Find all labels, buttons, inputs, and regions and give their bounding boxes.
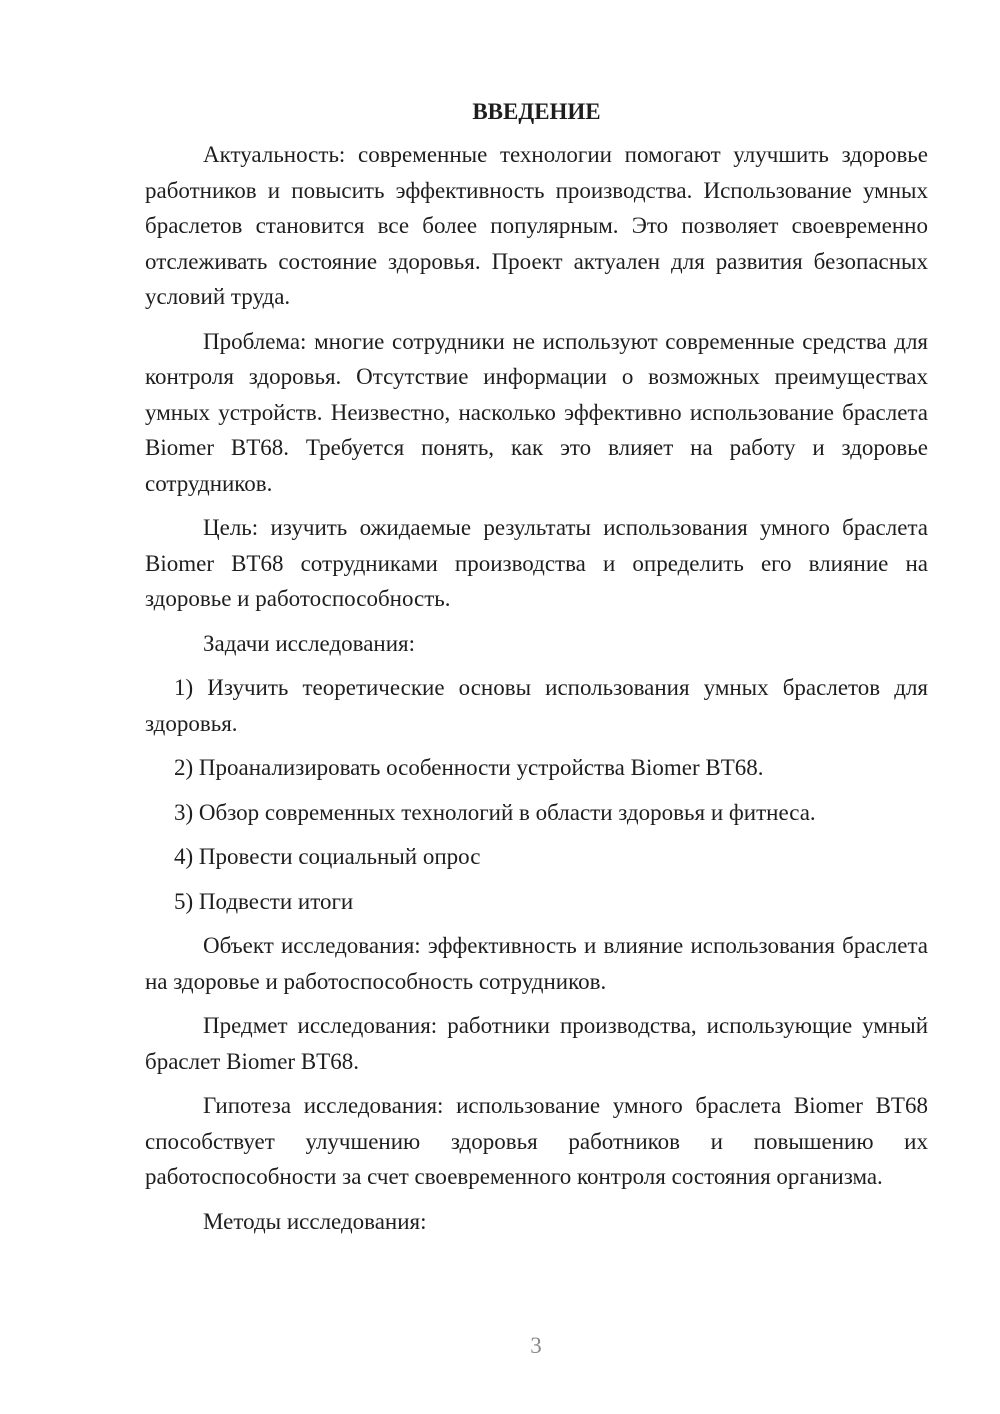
- methods-title: Методы исследования:: [203, 1208, 427, 1234]
- page-content: [145, 96, 928, 1248]
- tasks-title: Задачи исследования:: [203, 630, 416, 656]
- hypothesis-paragraph: Гипотеза исследования: использование умного браслета Biomer BT68 способствует улучшению здоровья работников и повышению их работоспособности за счет своевременного контроля состояния организма.: [145, 1093, 928, 1189]
- task-item-3: 3) Обзор современных технологий в области здоровья и фитнеса.: [174, 799, 816, 825]
- task-item-5: 5) Подвести итоги: [174, 888, 354, 914]
- page-number: 3: [530, 1333, 542, 1358]
- problem-paragraph: Проблема: многие сотрудники не используют современные средства для контроля здоровья. Отсутствие информации о возможных преимуществах умных устройств. Неизвестно, насколько эффективно использование браслета Biomer BT68. Требуется понять, как это влияет на работу и здоровье сотрудников.: [145, 328, 928, 496]
- task-item-2: 2) Проанализировать особенности устройства Biomer BT68.: [174, 755, 764, 780]
- object-paragraph: Объект исследования: эффективность и влияние использования браслета на здоровье и работоспособность сотрудников.: [145, 933, 928, 994]
- goal-paragraph: Цель: изучить ожидаемые результаты использования умного браслета Biomer BT68 сотрудниками производства и определить его влияние на здоровье и работоспособность.: [145, 515, 928, 611]
- subject-paragraph: Предмет исследования: работники производства, использующие умный браслет Biomer BT68.: [145, 1013, 928, 1074]
- task-item-1: 1) Изучить теоретические основы использования умных браслетов для здоровья.: [145, 675, 928, 736]
- task-item-4: 4) Провести социальный опрос: [174, 844, 481, 869]
- section-heading: ВВЕДЕНИЕ: [472, 99, 601, 124]
- relevance-paragraph: Актуальность: современные технологии помогают улучшить здоровье работников и повысить эффективность производства. Использование умных браслетов становится все более популярным. Это позволяет своевременно отслеживать состояние здоровья. Проект актуален для развития безопасных условий труда.: [145, 142, 928, 309]
